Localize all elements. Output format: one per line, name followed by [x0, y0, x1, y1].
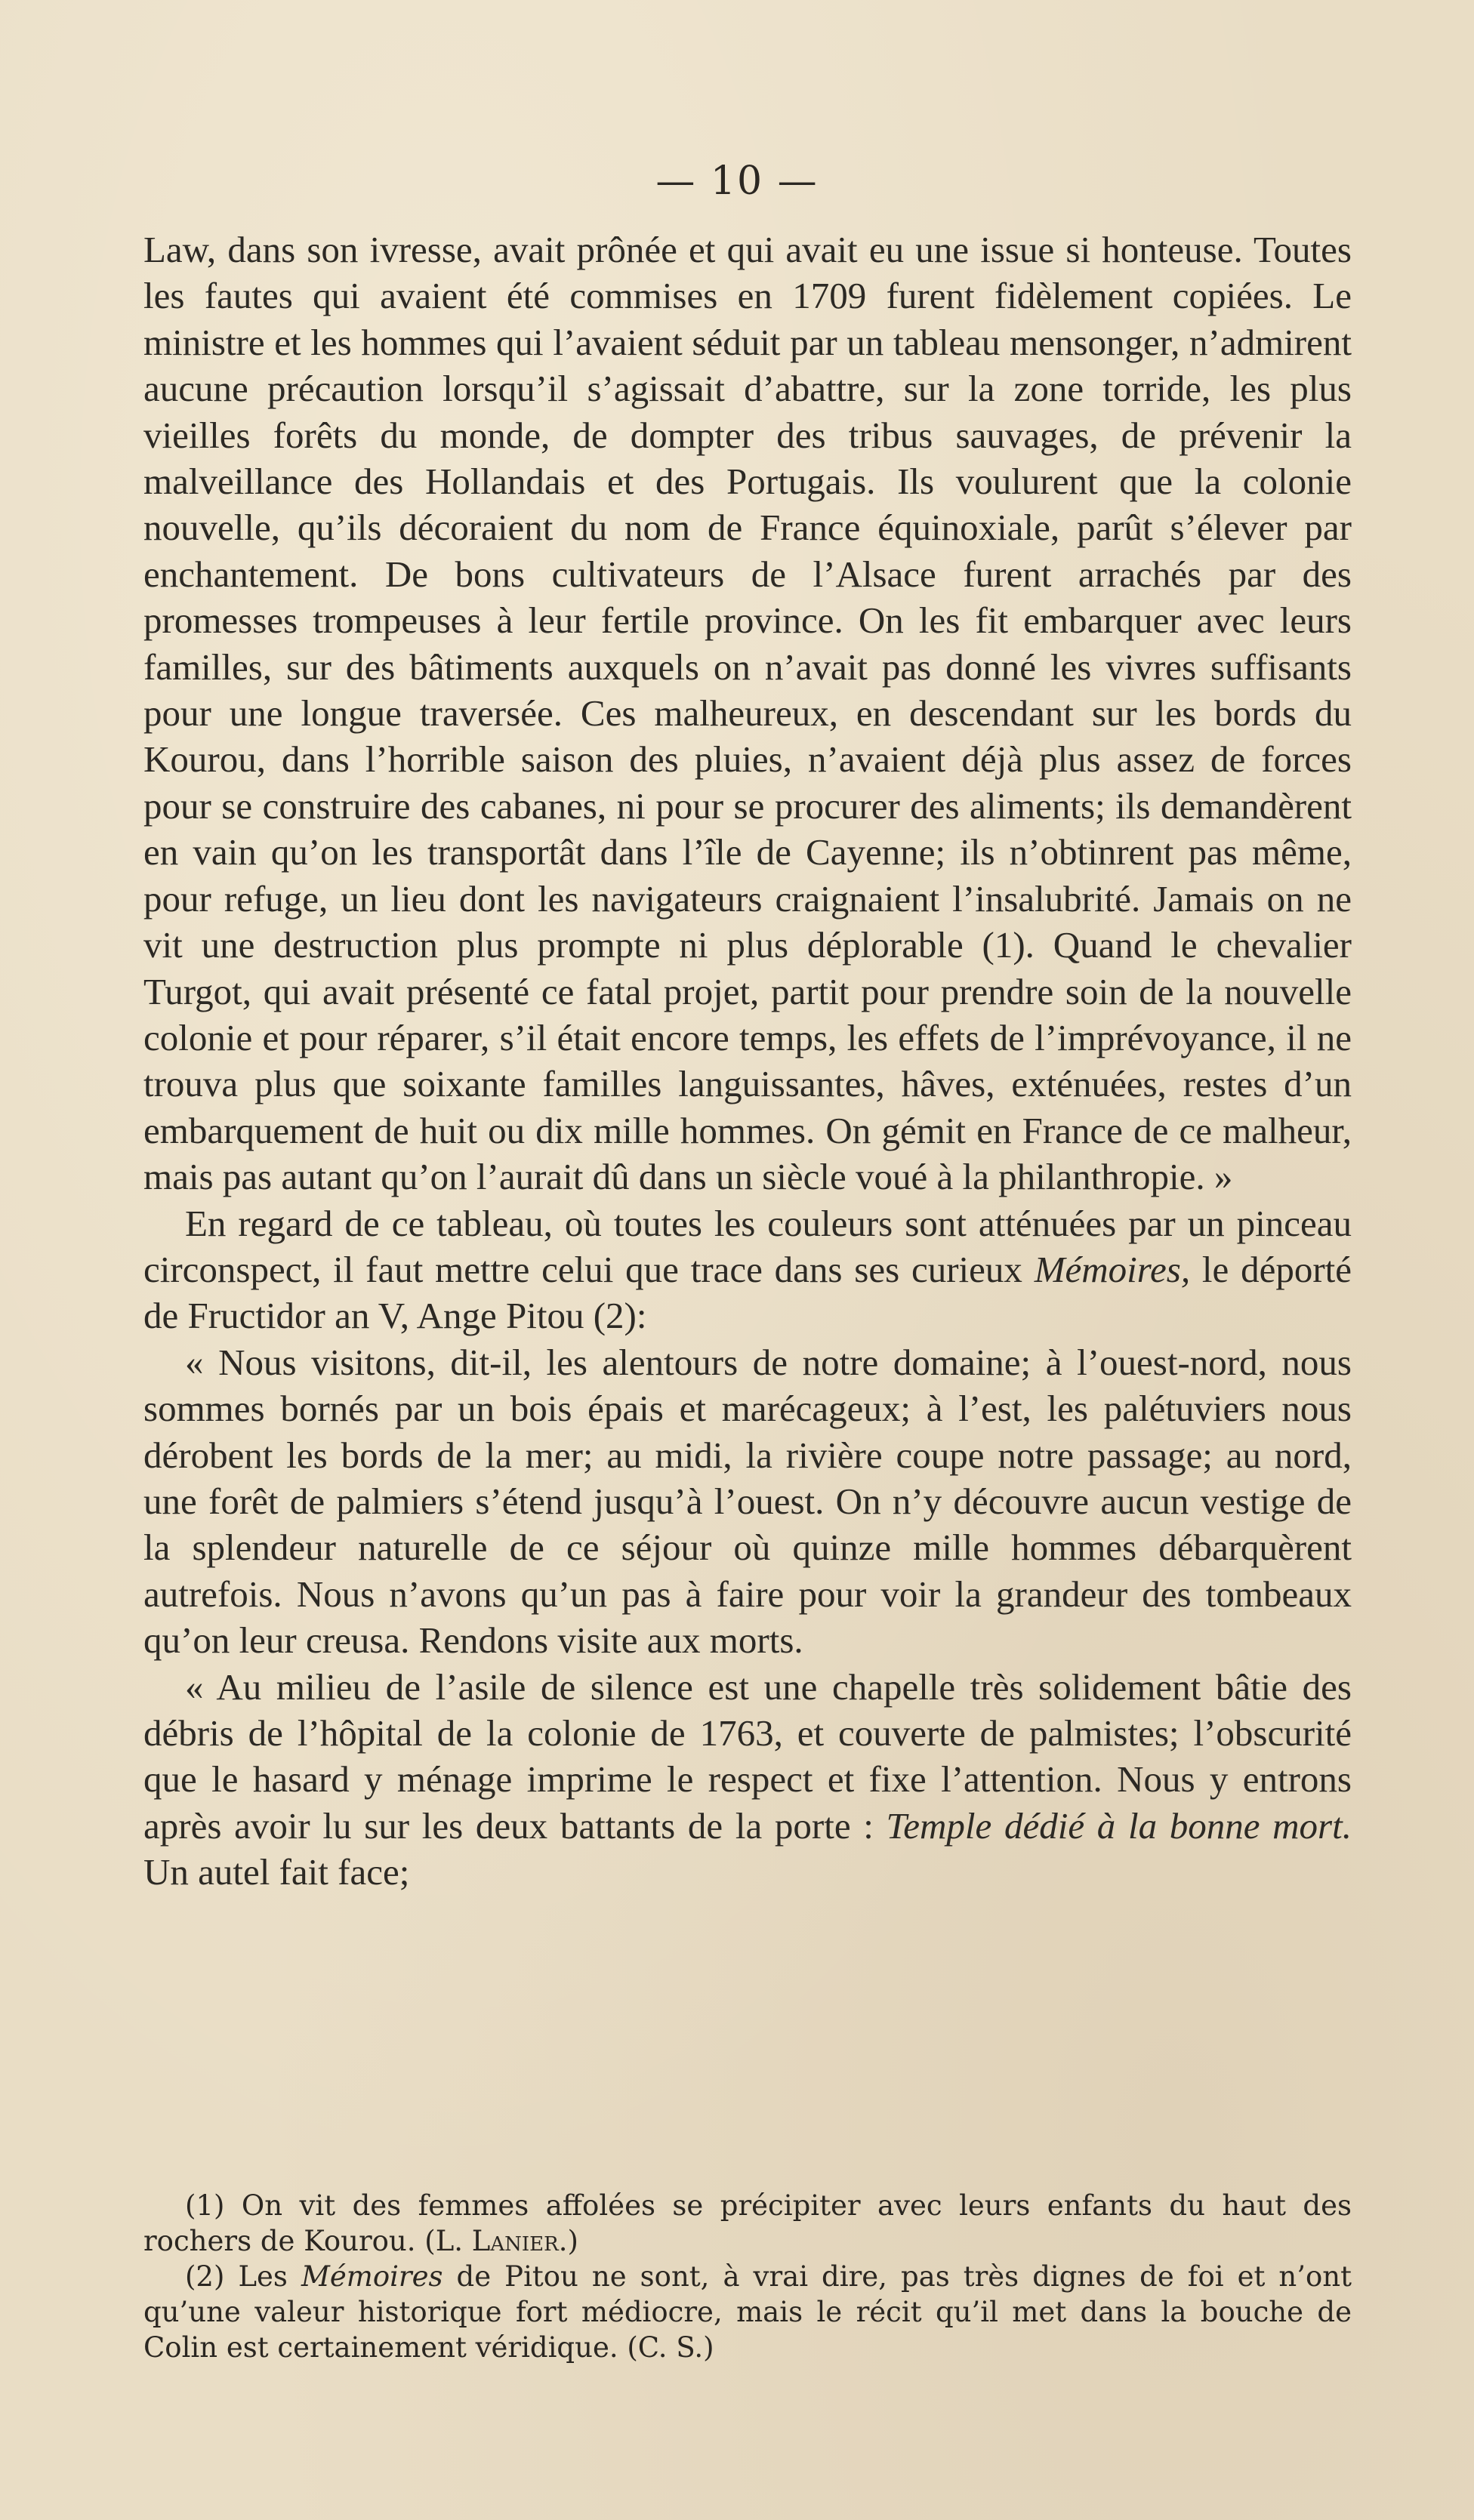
temple-inscription: Temple dédié à la bonne mort.: [886, 1804, 1352, 1847]
footnote-2-text-a: (2) Les: [185, 2260, 301, 2293]
paragraph-3: « Nous visitons, dit-il, les alentours de notre domaine; à l’ouest-nord, nous sommes bornés par un bois épais et marécageux; à l’est, les palétuviers nous dérobent les bords de la mer; au midi, la rivière coupe notre passage; au nord, une forêt de palmiers s’étend jusqu’à l’ouest. On n’y découvre aucun vestige de la splendeur naturelle de ce séjour où quinze mille hommes débarquèrent autrefois. Nous n’avons qu’un pas à faire pour voir la grandeur des tombeaux qu’on leur creusa. Rendons visite aux morts.: [143, 1341, 1352, 1662]
footnote-2: [143, 2259, 1352, 2365]
paragraph-1: Law, dans son ivresse, avait prônée et qui avait eu une issue si honteuse. Toutes les fautes qui avaient été commises en 1709 furent fidèlement copiées. Le ministre et les hommes qui l’avaient séduit par un tableau mensonger, n’admirent aucune précaution lorsqu’il s’agissait d’abattre, sur la zone torride, les plus vieilles forêts du monde, de dompter des tribus sauvages, de prévenir la malveillance des Hollandais et des Portugais. Ils voulurent que la colonie nouvelle, qu’ils décoraient du nom de France équinoxiale, parût s’élever par enchantement. De bons cultivateurs de l’Alsace furent arrachés par des promesses trompeuses à leur fertile province. On les fit embarquer avec leurs familles, sur des bâtiments auxquels on n’avait pas donné les vivres suffisants pour une longue traversée. Ces malheureux, en descendant sur les bords du Kourou, dans l’horrible saison des pluies, n’avaient déjà plus assez de forces pour se construire des cabanes, ni pour se procurer des aliments; ils demandèrent en vain qu’on les transportât dans l’île de Cayenne; ils n’obtinrent pas même, pour refuge, un lieu dont les navigateurs craignaient l’insalubrité. Jamais on ne vit une destruction plus prompte ni plus déplorable (1). Quand le chevalier Turgot, qui avait présenté ce fatal projet, partit pour prendre soin de la nouvelle colonie et pour réparer, s’il était encore temps, les effets de l’imprévoyance, il ne trouva plus que soixante familles languissantes, hâves, exténuées, restes d’un embarquement de huit ou dix mille hommes. On gémit en France de ce malheur, mais pas autant qu’on l’aurait dû dans un siècle voué à la philanthropie. »: [143, 229, 1352, 1198]
paragraph-2: [143, 1200, 1352, 1339]
paragraph-2-text-b: le déporté de Fructidor an V, Ange Pitou (2):: [143, 1248, 1352, 1337]
footnote-1: [143, 2188, 1352, 2259]
main-text: [143, 226, 1352, 1896]
footnote-1-text-a: (1) On vit des femmes affolées se précipiter avec leurs enfants du haut des rochers de Kourou. (: [143, 2189, 1352, 2257]
footnote-1-author: L. Lanier: [435, 2225, 559, 2257]
footnote-2-text-b: de Pitou ne sont, à vrai dire, pas très dignes de foi et n’ont qu’une valeur historique fort médiocre, mais le récit qu’il met dans la bouche de Colin est certainement véridique. (C. S.): [143, 2260, 1352, 2364]
memoires-title: Mémoires,: [1034, 1248, 1191, 1290]
paragraph-4-text-b: Un autel fait face;: [143, 1851, 410, 1893]
paragraph-4: [143, 1664, 1352, 1896]
footnote-1-text-b: .): [558, 2225, 578, 2257]
page-number: — 10 —: [655, 159, 819, 204]
paragraph-2-text-a: En regard de ce tableau, où toutes les couleurs sont atténuées par un pinceau circonspect, il faut mettre celui que trace dans ses curieux: [143, 1202, 1352, 1290]
footnote-2-memoires: Mémoires: [301, 2260, 443, 2293]
paragraph-4-text-a: « Au milieu de l’asile de silence est une chapelle très solidement bâtie des débris de l’hôpital de la colonie de 1763, et couverte de palmistes; l’obscurité que le hasard y ménage imprime le respect et fixe l’attention. Nous y entrons après avoir lu sur les deux battants de la porte :: [143, 1665, 1352, 1847]
footnotes: [143, 2188, 1352, 2365]
